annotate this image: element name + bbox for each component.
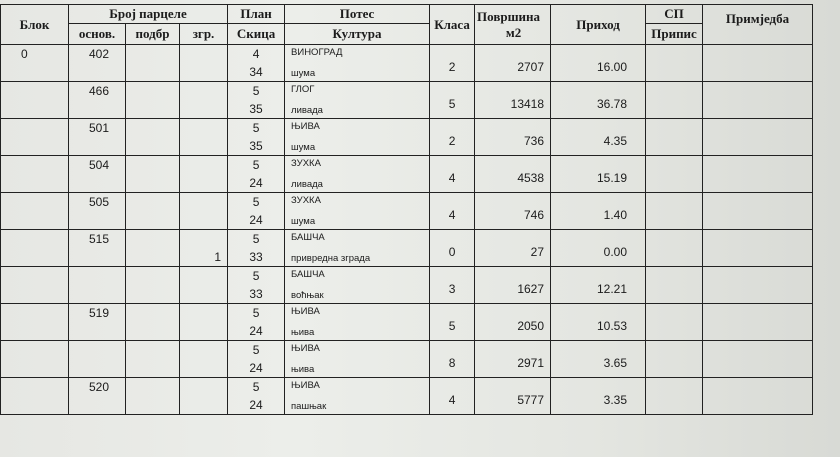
cell-povrsina-value: 4538 <box>517 171 545 186</box>
header-potes: Потес <box>285 5 430 24</box>
cell-podbr <box>126 193 180 230</box>
table-row <box>1 378 813 415</box>
cell-klasa-value: 5 <box>448 319 456 334</box>
cell-plan-value: 5 <box>252 306 260 320</box>
cell-osnov-value: 402 <box>89 47 110 61</box>
cell-kultura-value: њива <box>291 327 315 338</box>
cell-osnov <box>69 304 126 341</box>
cell-povrsina <box>475 45 551 82</box>
header-m2: м2 <box>505 24 522 40</box>
cell-povrsina-value: 5777 <box>517 393 545 408</box>
cell-osnov-value: 505 <box>89 195 110 209</box>
cell-primjedba <box>703 193 813 230</box>
cell-prihod-value: 12.21 <box>597 282 628 297</box>
cell-prihod <box>551 82 646 119</box>
cell-zgr <box>180 193 228 230</box>
cell-prihod-value: 10.53 <box>597 319 628 334</box>
cell-osnov-value: 520 <box>89 380 110 394</box>
cell-klasa <box>430 341 475 378</box>
table-row <box>1 193 813 230</box>
cell-povrsina-value: 2707 <box>517 60 545 75</box>
cell-klasa <box>430 119 475 156</box>
cell-potes-kultura <box>285 119 430 156</box>
cell-prihod-value: 0.00 <box>603 245 628 260</box>
cell-podbr <box>126 45 180 82</box>
cell-zgr <box>180 304 228 341</box>
cell-plan-skica <box>228 341 285 378</box>
cell-klasa-value: 4 <box>448 171 456 186</box>
cell-primjedba <box>703 304 813 341</box>
cell-povrsina <box>475 82 551 119</box>
cell-osnov <box>69 82 126 119</box>
cell-plan-value: 5 <box>252 232 260 246</box>
cell-povrsina-value: 13418 <box>510 97 545 112</box>
cell-klasa <box>430 156 475 193</box>
cell-sp <box>646 230 703 267</box>
cell-potes-value: ЊИВА <box>291 343 320 354</box>
cell-skica-value: 24 <box>249 398 263 412</box>
cell-potes-value: ЗУХКА <box>291 195 321 206</box>
table-row <box>1 156 813 193</box>
header-sp: СП <box>646 5 703 24</box>
cell-blok-value: 0 <box>21 47 28 61</box>
cell-plan-skica <box>228 267 285 304</box>
cell-povrsina <box>475 341 551 378</box>
cell-povrsina <box>475 230 551 267</box>
cell-potes-value: ГЛОГ <box>291 84 315 95</box>
cell-osnov <box>69 230 126 267</box>
cell-plan-skica <box>228 156 285 193</box>
cell-skica-value: 24 <box>249 361 263 375</box>
cell-primjedba <box>703 119 813 156</box>
cell-potes-value: ЊИВА <box>291 306 320 317</box>
cell-osnov <box>69 267 126 304</box>
cell-plan-skica <box>228 193 285 230</box>
cell-zgr <box>180 119 228 156</box>
cell-kultura-value: привредна зграда <box>291 253 371 264</box>
cell-plan-value: 5 <box>252 195 260 209</box>
cell-povrsina-value: 746 <box>524 208 545 223</box>
cell-prihod <box>551 193 646 230</box>
cell-blok <box>1 267 69 304</box>
cell-zgr-value: 1 <box>214 250 222 264</box>
cell-kultura-value: ливада <box>291 105 323 116</box>
cell-sp <box>646 193 703 230</box>
cell-potes-kultura <box>285 304 430 341</box>
header-povrsina-label: Површина <box>477 8 541 24</box>
cell-potes-kultura <box>285 378 430 415</box>
cell-primjedba <box>703 82 813 119</box>
cell-potes-kultura <box>285 230 430 267</box>
cell-skica-value: 24 <box>249 324 263 338</box>
cell-povrsina <box>475 267 551 304</box>
cell-potes-kultura <box>285 341 430 378</box>
cell-sp <box>646 119 703 156</box>
table-row <box>1 230 813 267</box>
header-primjedba: Примједба <box>703 5 813 45</box>
cell-klasa <box>430 82 475 119</box>
header-broj-parcele: Број парцеле <box>69 5 228 24</box>
cell-skica-value: 24 <box>249 176 263 190</box>
cell-prihod-value: 3.35 <box>603 393 628 408</box>
cell-zgr <box>180 82 228 119</box>
cell-skica-value: 34 <box>249 65 263 79</box>
cell-zgr <box>180 341 228 378</box>
cell-blok <box>1 230 69 267</box>
header-podbr: подбр <box>126 24 180 45</box>
header-prihod: Приход <box>551 5 646 45</box>
cell-klasa <box>430 267 475 304</box>
cell-potes-kultura <box>285 193 430 230</box>
cell-povrsina <box>475 378 551 415</box>
cell-osnov-value: 466 <box>89 84 110 98</box>
cell-zgr <box>180 156 228 193</box>
cell-skica-value: 33 <box>249 250 263 264</box>
header-skica: Скица <box>228 24 285 45</box>
cell-plan-skica <box>228 82 285 119</box>
cell-klasa-value: 2 <box>448 60 456 75</box>
cell-osnov <box>69 378 126 415</box>
cell-prihod <box>551 230 646 267</box>
cell-primjedba <box>703 230 813 267</box>
cell-osnov <box>69 156 126 193</box>
cell-klasa <box>430 193 475 230</box>
cell-primjedba <box>703 267 813 304</box>
header-zgr: згр. <box>180 24 228 45</box>
header-kultura: Култура <box>285 24 430 45</box>
cell-povrsina <box>475 193 551 230</box>
cell-prihod-value: 16.00 <box>597 60 628 75</box>
cell-sp <box>646 341 703 378</box>
cell-klasa <box>430 45 475 82</box>
cell-plan-value: 5 <box>252 343 260 357</box>
cell-podbr <box>126 82 180 119</box>
cell-sp <box>646 267 703 304</box>
cell-plan-skica <box>228 378 285 415</box>
cell-povrsina-value: 1627 <box>517 282 545 297</box>
cell-kultura-value: шума <box>291 142 316 153</box>
cell-primjedba <box>703 341 813 378</box>
cell-klasa-value: 5 <box>448 97 456 112</box>
cell-plan-value: 5 <box>252 84 260 98</box>
cell-povrsina-value: 27 <box>530 245 545 260</box>
cell-podbr <box>126 341 180 378</box>
cell-skica-value: 35 <box>249 139 263 153</box>
cell-blok <box>1 82 69 119</box>
cell-prihod-value: 36.78 <box>597 97 628 112</box>
cell-povrsina-value: 2971 <box>517 356 545 371</box>
cell-plan-skica <box>228 119 285 156</box>
cell-klasa <box>430 230 475 267</box>
cell-blok <box>1 119 69 156</box>
cell-klasa-value: 8 <box>448 356 456 371</box>
cell-kultura-value: шума <box>291 68 316 79</box>
cell-zgr <box>180 267 228 304</box>
cell-klasa-value: 2 <box>448 134 456 149</box>
cell-blok <box>1 341 69 378</box>
cell-plan-value: 5 <box>252 380 260 394</box>
cell-potes-kultura <box>285 156 430 193</box>
cell-osnov <box>69 193 126 230</box>
cell-kultura-value: воћњак <box>291 290 324 301</box>
cell-plan-value: 4 <box>252 47 260 61</box>
table-row <box>1 267 813 304</box>
header-pripis: Припис <box>646 24 703 45</box>
cell-skica-value: 35 <box>249 102 263 116</box>
cell-klasa-value: 3 <box>448 282 456 297</box>
cell-blok <box>1 45 69 82</box>
cell-osnov <box>69 45 126 82</box>
header-povrsina <box>475 5 551 45</box>
cell-blok <box>1 378 69 415</box>
cell-potes-value: ЊИВА <box>291 121 320 132</box>
header-klasa: Класа <box>430 5 475 45</box>
table-row <box>1 341 813 378</box>
cell-prihod <box>551 378 646 415</box>
header-osnov: основ. <box>69 24 126 45</box>
cell-sp <box>646 304 703 341</box>
cell-skica-value: 24 <box>249 213 263 227</box>
cell-podbr <box>126 119 180 156</box>
cell-sp <box>646 45 703 82</box>
cell-prihod-value: 1.40 <box>603 208 628 223</box>
cell-potes-value: ВИНОГРАД <box>291 47 343 58</box>
cell-blok <box>1 193 69 230</box>
table-row <box>1 45 813 82</box>
cell-kultura-value: шума <box>291 216 316 227</box>
cell-osnov-value: 501 <box>89 121 110 135</box>
cell-zgr <box>180 45 228 82</box>
cell-plan-skica <box>228 45 285 82</box>
cell-osnov-value: 519 <box>89 306 110 320</box>
cell-povrsina <box>475 304 551 341</box>
cell-potes-value: БАШЧА <box>291 232 325 243</box>
cell-osnov-value: 504 <box>89 158 110 172</box>
cell-klasa-value: 4 <box>448 393 456 408</box>
cell-potes-value: БАШЧА <box>291 269 325 280</box>
cell-povrsina <box>475 156 551 193</box>
cell-zgr <box>180 230 228 267</box>
header-plan: План <box>228 5 285 24</box>
cell-sp <box>646 378 703 415</box>
cell-prihod <box>551 267 646 304</box>
cell-prihod-value: 15.19 <box>597 171 628 186</box>
cell-povrsina-value: 2050 <box>517 319 545 334</box>
cell-potes-value: ЗУХКА <box>291 158 321 169</box>
cell-potes-kultura <box>285 45 430 82</box>
cell-klasa-value: 4 <box>448 208 456 223</box>
cell-prihod <box>551 45 646 82</box>
cell-prihod <box>551 304 646 341</box>
cell-plan-skica <box>228 230 285 267</box>
header-blok: Блок <box>1 5 69 45</box>
cell-prihod <box>551 119 646 156</box>
cell-prihod <box>551 341 646 378</box>
cell-primjedba <box>703 378 813 415</box>
cell-blok <box>1 304 69 341</box>
cell-blok <box>1 156 69 193</box>
cadastral-table <box>0 4 813 415</box>
cell-klasa <box>430 304 475 341</box>
cell-primjedba <box>703 156 813 193</box>
table-row <box>1 82 813 119</box>
cell-kultura-value: њива <box>291 364 315 375</box>
cell-osnov <box>69 341 126 378</box>
cell-plan-value: 5 <box>252 269 260 283</box>
cell-plan-value: 5 <box>252 158 260 172</box>
cell-sp <box>646 82 703 119</box>
cell-prihod-value: 4.35 <box>603 134 628 149</box>
cell-podbr <box>126 156 180 193</box>
cell-potes-kultura <box>285 82 430 119</box>
cell-prihod <box>551 156 646 193</box>
cell-povrsina <box>475 119 551 156</box>
cell-zgr <box>180 378 228 415</box>
cell-podbr <box>126 230 180 267</box>
cell-kultura-value: пашњак <box>291 401 327 412</box>
table-row <box>1 119 813 156</box>
cell-skica-value: 33 <box>249 287 263 301</box>
cell-osnov <box>69 119 126 156</box>
cell-potes-value: ЊИВА <box>291 380 320 391</box>
cell-podbr <box>126 304 180 341</box>
cell-osnov-value: 515 <box>89 232 110 246</box>
cell-primjedba <box>703 45 813 82</box>
cell-prihod-value: 3.65 <box>603 356 628 371</box>
cell-klasa <box>430 378 475 415</box>
cell-potes-kultura <box>285 267 430 304</box>
cell-podbr <box>126 267 180 304</box>
cell-kultura-value: ливада <box>291 179 323 190</box>
cell-povrsina-value: 736 <box>524 134 545 149</box>
cell-plan-value: 5 <box>252 121 260 135</box>
cell-podbr <box>126 378 180 415</box>
table-row <box>1 304 813 341</box>
cell-plan-skica <box>228 304 285 341</box>
cell-sp <box>646 156 703 193</box>
cell-klasa-value: 0 <box>448 245 456 260</box>
